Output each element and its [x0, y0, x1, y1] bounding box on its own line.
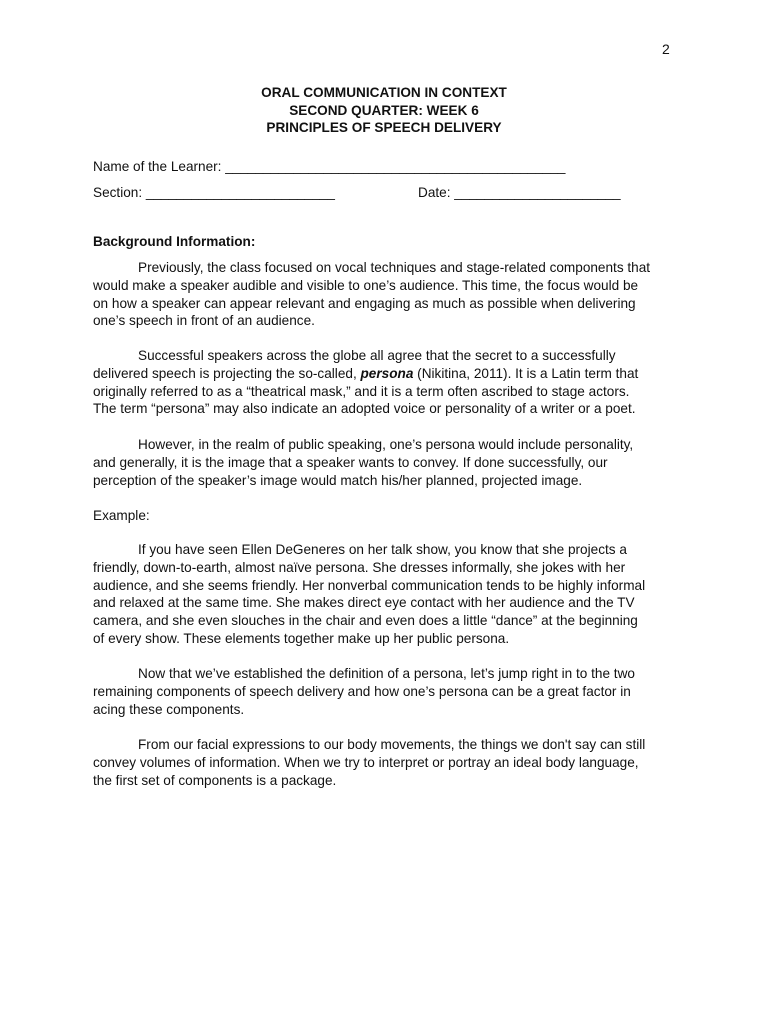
section-heading-background: Background Information:	[93, 234, 256, 249]
persona-term: persona	[360, 365, 414, 381]
learner-name-field	[93, 159, 565, 174]
paragraph-line: convey volumes of information. When we try to interpret or portray an ideal body language,	[93, 754, 639, 770]
paragraph-line: one’s speech in front of an audience.	[93, 313, 315, 329]
date-blank: ______________________	[454, 185, 621, 200]
learner-name-blank: _____________________________________________	[225, 159, 566, 174]
paragraph-remaining-components	[93, 665, 683, 718]
learner-name-label: Name of the Learner:	[93, 159, 222, 174]
paragraph-line: The term “persona” may also indicate an adopted voice or personality of a writer or a poet.	[93, 401, 636, 417]
paragraph-line: perception of the speaker’s image would match his/her planned, projected image.	[93, 472, 583, 488]
paragraph-line: would make a speaker audible and visible to one’s audience. This time, the focus would be	[93, 277, 639, 293]
text-run: delivered speech is projecting the so-called,	[93, 365, 361, 381]
paragraph-body-language	[93, 736, 683, 789]
paragraph-line: and generally, it is the image that a speaker wants to convey. If done successfully, our	[93, 454, 608, 470]
title-line-topic: PRINCIPLES OF SPEECH DELIVERY	[266, 120, 502, 135]
paragraph-line: and relaxed at the same time. She makes direct eye contact with her audience and the TV	[93, 595, 635, 611]
paragraph-line: originally referred to as a “theatrical mask,” and it is a term often ascribed to stage actors.	[93, 383, 630, 399]
paragraph-line	[93, 365, 683, 383]
paragraph-line: If you have seen Ellen DeGeneres on her talk show, you know that she projects a	[138, 542, 627, 557]
paragraph-line: audience, and she seems friendly. Her nonverbal communication tends to be highly informal	[93, 577, 646, 593]
paragraph-persona-definition	[93, 347, 683, 418]
title-line-quarter-week: SECOND QUARTER: WEEK 6	[289, 102, 479, 118]
paragraph-line: acing these components.	[93, 701, 245, 717]
paragraph-line: remaining components of speech delivery and how one’s persona can be a great factor in	[93, 683, 631, 699]
paragraph-line: Now that we’ve established the definition of a persona, let’s jump right in to the two	[138, 666, 635, 681]
page-number: 2	[662, 41, 670, 57]
date-label: Date:	[418, 185, 451, 200]
paragraph-line: on how a speaker can appear relevant and engaging as much as possible when delivering	[93, 295, 636, 311]
example-label: Example:	[93, 508, 150, 523]
paragraph-public-speaking	[93, 436, 683, 489]
paragraph-line: of every show. These elements together make up her public persona.	[93, 630, 510, 646]
section-label: Section:	[93, 185, 143, 200]
paragraph-line: Previously, the class focused on vocal techniques and stage-related components that	[138, 260, 651, 275]
paragraph-line: However, in the realm of public speaking, one’s persona would include personality,	[138, 437, 634, 452]
text-run: (Nikitina, 2011). It is a Latin term that	[413, 365, 639, 381]
paragraph-line: From our facial expressions to our body movements, the things we don't say can still	[138, 737, 646, 752]
section-field	[93, 185, 335, 200]
paragraph-line: the first set of components is a package.	[93, 772, 337, 788]
paragraph-line: Successful speakers across the globe all agree that the secret to a successfully	[138, 348, 616, 363]
paragraph-line: camera, and she even slouches in the chair and even does a little “dance” at the beginning	[93, 613, 638, 629]
section-blank: _________________________	[145, 185, 335, 200]
paragraph-ellen-example	[93, 541, 683, 648]
title-line-subject: ORAL COMMUNICATION IN CONTEXT	[261, 85, 507, 100]
document-title	[0, 84, 768, 137]
paragraph-previously	[93, 259, 683, 330]
date-field	[418, 185, 621, 200]
paragraph-line: friendly, down-to-earth, almost naïve persona. She dresses informally, she jokes with her	[93, 559, 626, 575]
